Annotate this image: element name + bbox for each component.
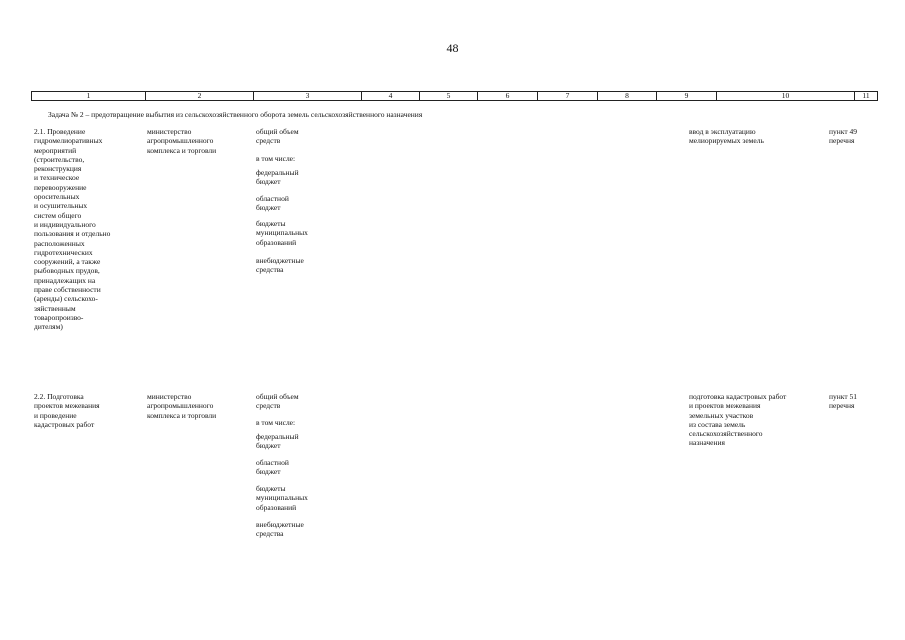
source-label: общий объем средств: [256, 127, 299, 146]
page-number: 48: [446, 41, 459, 55]
column-header: 1: [86, 91, 91, 100]
column-header: 2: [145, 92, 253, 100]
column-header: 8: [597, 92, 656, 100]
source-label: внебюджетные средства: [256, 520, 304, 539]
source-label: в том числе:: [256, 154, 296, 163]
expected-result: ввод в эксплуатацию мелиорируемых земель: [689, 127, 764, 146]
source-label: областной бюджет: [256, 458, 289, 477]
executor: министерство агропромышленного комплекса и торговли: [147, 392, 217, 420]
column-header: 5: [419, 92, 477, 100]
reference: пункт 49 перечня: [829, 127, 857, 146]
column-header: 7: [537, 92, 597, 100]
column-header: 10: [716, 92, 854, 100]
source-label: бюджеты муниципальных образований: [256, 484, 308, 512]
expected-result: подготовка кадастровых работ и проектов межевания земельных участков из состава земель сельскохозяйственного назначения: [689, 392, 787, 448]
reference: пункт 51 перечня: [829, 392, 857, 411]
column-header: 6: [477, 92, 537, 100]
executor: министерство агропромышленного комплекса и торговли: [147, 127, 217, 155]
column-header: 11: [854, 92, 877, 100]
column-header: 9: [656, 92, 716, 100]
measure-name: 2.2. Подготовка проектов межевания и проведение кадастровых работ: [34, 392, 100, 429]
column-header: 4: [361, 92, 419, 100]
source-label: федеральный бюджет: [256, 168, 299, 187]
source-label: бюджеты муниципальных образований: [256, 219, 308, 247]
source-label: общий объем средств: [256, 392, 299, 411]
measure-name: 2.1. Проведение гидромелиоративных мероприятий (строительство, реконструкция и техническое перевооружение оросительных и осушительных систем общего и индивидуального пользования и отдельно расположенных гидротехнических сооружений, а также рыбоводных прудов, принадлежащих на праве собственности (аренды) сельскохо- зяйственным товаропроизво- дителям): [34, 127, 111, 332]
column-header-row: [31, 91, 878, 101]
task-title: Задача № 2 – предотвращение выбытия из сельскохозяйственного оборота земель сельскохозяйственного назначения: [48, 110, 423, 119]
column-header: 3: [253, 92, 361, 100]
source-label: в том числе:: [256, 418, 296, 427]
source-label: внебюджетные средства: [256, 256, 304, 275]
source-label: областной бюджет: [256, 194, 289, 213]
source-label: федеральный бюджет: [256, 432, 299, 451]
